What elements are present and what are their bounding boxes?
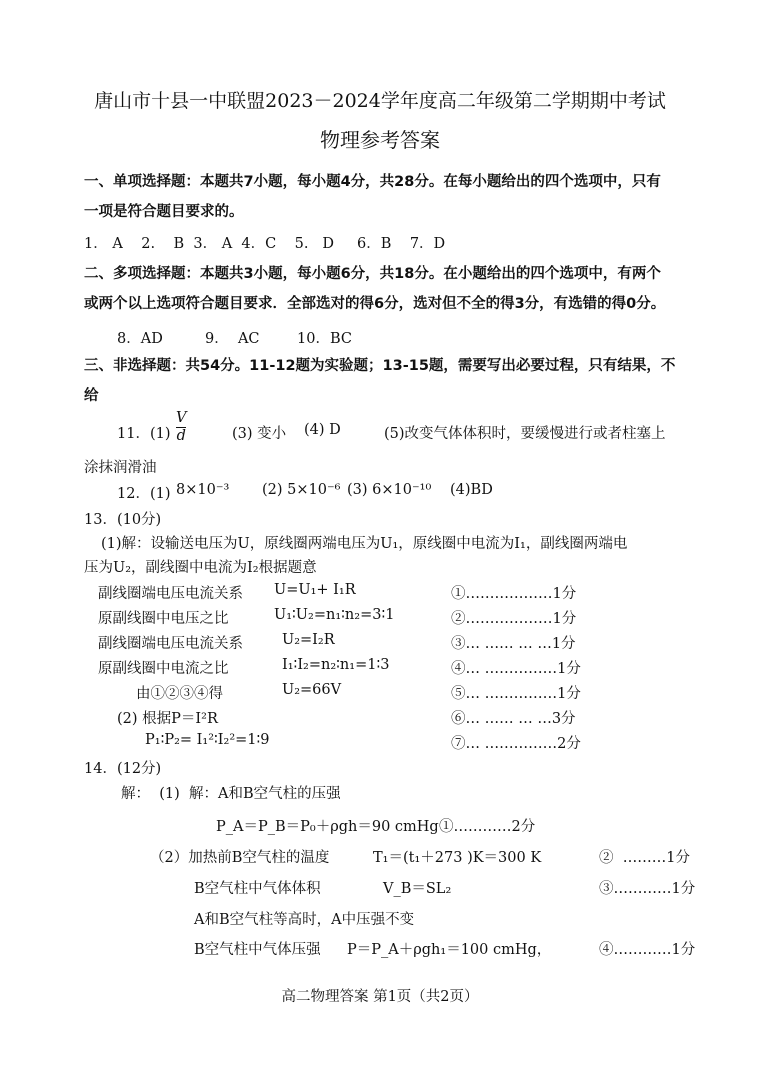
q13-row3-eq: U₂=I₂R <box>282 632 335 648</box>
q13-row2-score: ②………………1分 <box>451 611 577 627</box>
section2-heading-line1: 二、多项选择题：本题共3小题，每小题6分，共18分。在小题给出的四个选项中，有两个 <box>84 266 661 282</box>
q13-row3-score: ③… …… … …1分 <box>451 636 576 652</box>
q14-line5-desc: B空气柱中气体压强 <box>194 942 321 958</box>
section1-heading-line2: 一项是符合题目要求的。 <box>84 204 244 220</box>
q14-line3-eq: V_B＝SL₂ <box>383 881 452 897</box>
q12-label: 12．(1) <box>117 486 171 502</box>
page-title: 唐山市十县一中联盟2023－2024学年度高二年级第二学期期中考试 <box>94 90 666 112</box>
q11-fraction-numerator: V <box>176 410 187 426</box>
q14-eq1-score: ①…………2分 <box>439 819 536 835</box>
section3-heading-line1: 三、非选择题：共54分。11-12题为实验题；13-15题，需要写出必要过程，只有结果，不 <box>84 358 676 374</box>
q14-label: 14．(12分) <box>84 761 162 777</box>
q13-row2-eq: U₁∶U₂=n₁∶n₂=3∶1 <box>274 607 395 623</box>
q13-intro-line2: 压为U₂，副线圈中电流为I₂根据题意 <box>84 560 317 576</box>
q12-answer3: (3) 6×10⁻¹⁰ <box>347 482 432 498</box>
q14-line2-eq: T₁＝(t₁＋273 )K＝300 K <box>373 850 542 866</box>
q13-row5-score: ⑤… ……………1分 <box>451 686 581 702</box>
q13-label: 13．(10分) <box>84 512 162 528</box>
q14-line5-score: ④…………1分 <box>599 942 696 958</box>
q14-line5-eq: P＝P_A＋ρgh₁＝100 cmHg， <box>347 942 552 958</box>
q12-answer4: (4)BD <box>450 482 493 498</box>
q11-part5-continued: 涂抹润滑油 <box>84 460 157 476</box>
q13-row1-desc: 副线圈端电压电流关系 <box>98 586 243 602</box>
q13-row7-score: ⑦… ……………2分 <box>451 736 581 752</box>
q13-row3-desc: 副线圈端电压电流关系 <box>98 636 243 652</box>
q14-eq1: P_A＝P_B＝P₀＋ρgh＝90 cmHg <box>216 819 439 835</box>
section1-heading-line1: 一、单项选择题：本题共7小题，每小题4分，共28分。在每小题给出的四个选项中，只有 <box>84 174 661 190</box>
q8-answer: 8．AD <box>117 331 163 347</box>
q11-part3: (3) 变小 <box>232 426 287 442</box>
q13-row5-eq: U₂=66V <box>282 682 342 698</box>
q13-row4-score: ④… ……………1分 <box>451 661 581 677</box>
q14-line3-desc: B空气柱中气体体积 <box>194 881 321 897</box>
q11-fraction <box>176 410 186 446</box>
q12-answer1: 8×10⁻³ <box>176 482 230 498</box>
q13-row1-score: ①………………1分 <box>451 586 577 602</box>
section2-heading-line2: 或两个以上选项符合题目要求．全部选对的得6分，选对但不全的得3分，有选错的得0分。 <box>84 296 666 312</box>
page-subtitle: 物理参考答案 <box>320 128 440 152</box>
q14-line4: A和B空气柱等高时，A中压强不变 <box>194 912 415 928</box>
page-footer: 高二物理答案 第1页（共2页） <box>281 989 479 1005</box>
q14-line1: 解： (1) 解：A和B空气柱的压强 <box>121 786 341 802</box>
q13-row1-eq: U=U₁+ I₁R <box>274 582 356 598</box>
q11-part5: (5)改变气体体积时，要缓慢进行或者柱塞上 <box>384 426 666 442</box>
q13-row6-score: ⑥… …… … …3分 <box>451 711 576 727</box>
q11-fraction-denominator: d <box>176 428 186 445</box>
q12-answer2: (2) 5×10⁻⁶ <box>262 482 341 498</box>
q14-line2-desc: （2）加热前B空气柱的温度 <box>150 850 330 866</box>
q13-row2-desc: 原副线圈中电压之比 <box>98 611 229 627</box>
section1-answers: 1． A 2. B 3． A 4．C 5. D 6．B 7．D <box>84 236 446 252</box>
q13-row6-desc: (2) 根据P＝I²R <box>117 711 218 727</box>
q13-intro-line1: (1)解：设输送电压为U，原线圈两端电压为U₁，原线圈中电流为I₁，副线圈两端电 <box>101 536 628 552</box>
q11-label: 11．(1) <box>117 426 171 442</box>
q9-answer: 9． AC <box>205 331 260 347</box>
q11-part4: (4) D <box>304 422 341 438</box>
q10-answer: 10．BC <box>297 331 352 347</box>
q14-line2-score: ② ………1分 <box>599 850 690 866</box>
q13-row7-desc: P₁∶P₂= I₁²∶I₂²=1∶9 <box>145 732 270 748</box>
q13-row5-desc: 由①②③④得 <box>136 686 223 702</box>
q14-line3-score: ③…………1分 <box>599 881 696 897</box>
section3-heading-line2: 给 <box>84 388 99 404</box>
q13-row4-desc: 原副线圈中电流之比 <box>98 661 229 677</box>
q13-row4-eq: I₁∶I₂=n₂∶n₁=1∶3 <box>282 657 390 673</box>
